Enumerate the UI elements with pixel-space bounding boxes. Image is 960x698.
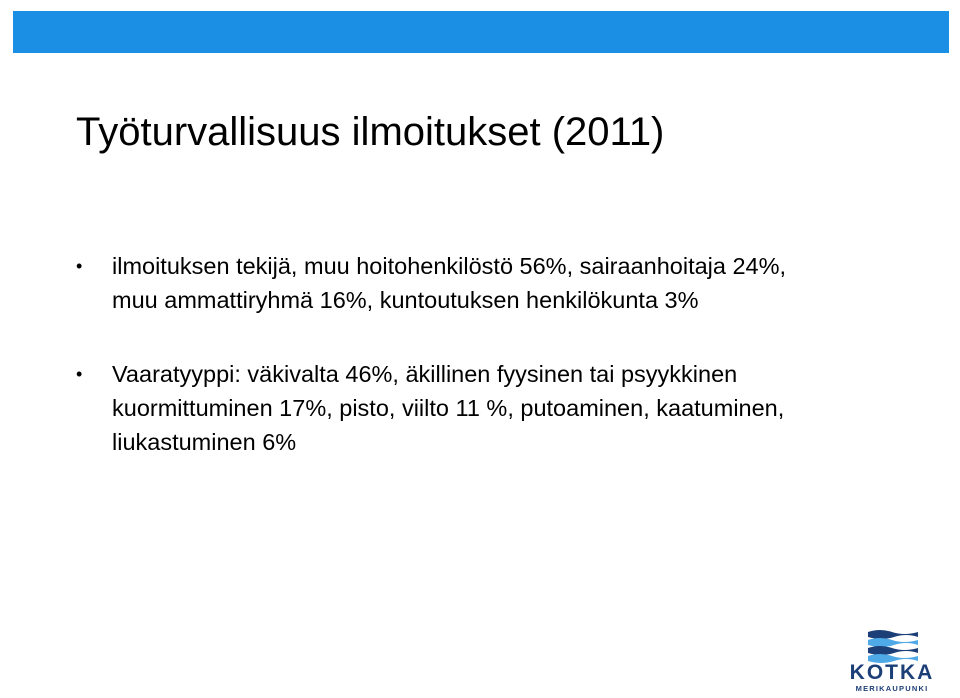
bullet-dot-icon: • — [76, 256, 83, 276]
bullet-dot-icon: • — [76, 364, 83, 384]
logo-name: KOTKA — [849, 661, 935, 684]
bullet-text: ilmoituksen tekijä, muu hoitohenkilöstö 56%, sairaanhoitaja 24%, muu ammattiryhmä 16%, kuntoutuksen henkilökunta 3% — [112, 253, 787, 313]
bullet-text: Vaaratyyppi: väkivalta 46%, äkillinen fyysinen tai psyykkinen kuormittuminen 17%, pisto, viilto 11 %, putoaminen, kaatuminen, liukastuminen 6% — [112, 361, 785, 455]
slide-title: Työturvallisuus ilmoitukset (2011) — [76, 110, 665, 154]
bullet-list — [76, 249, 806, 499]
kotka-logo — [836, 628, 948, 694]
header-bar — [13, 11, 949, 53]
bullet-item — [76, 357, 806, 459]
bullet-item — [76, 249, 806, 317]
logo-subtitle: MERIKAUPUNKI — [855, 684, 929, 693]
wave-flag-icon — [866, 628, 922, 664]
